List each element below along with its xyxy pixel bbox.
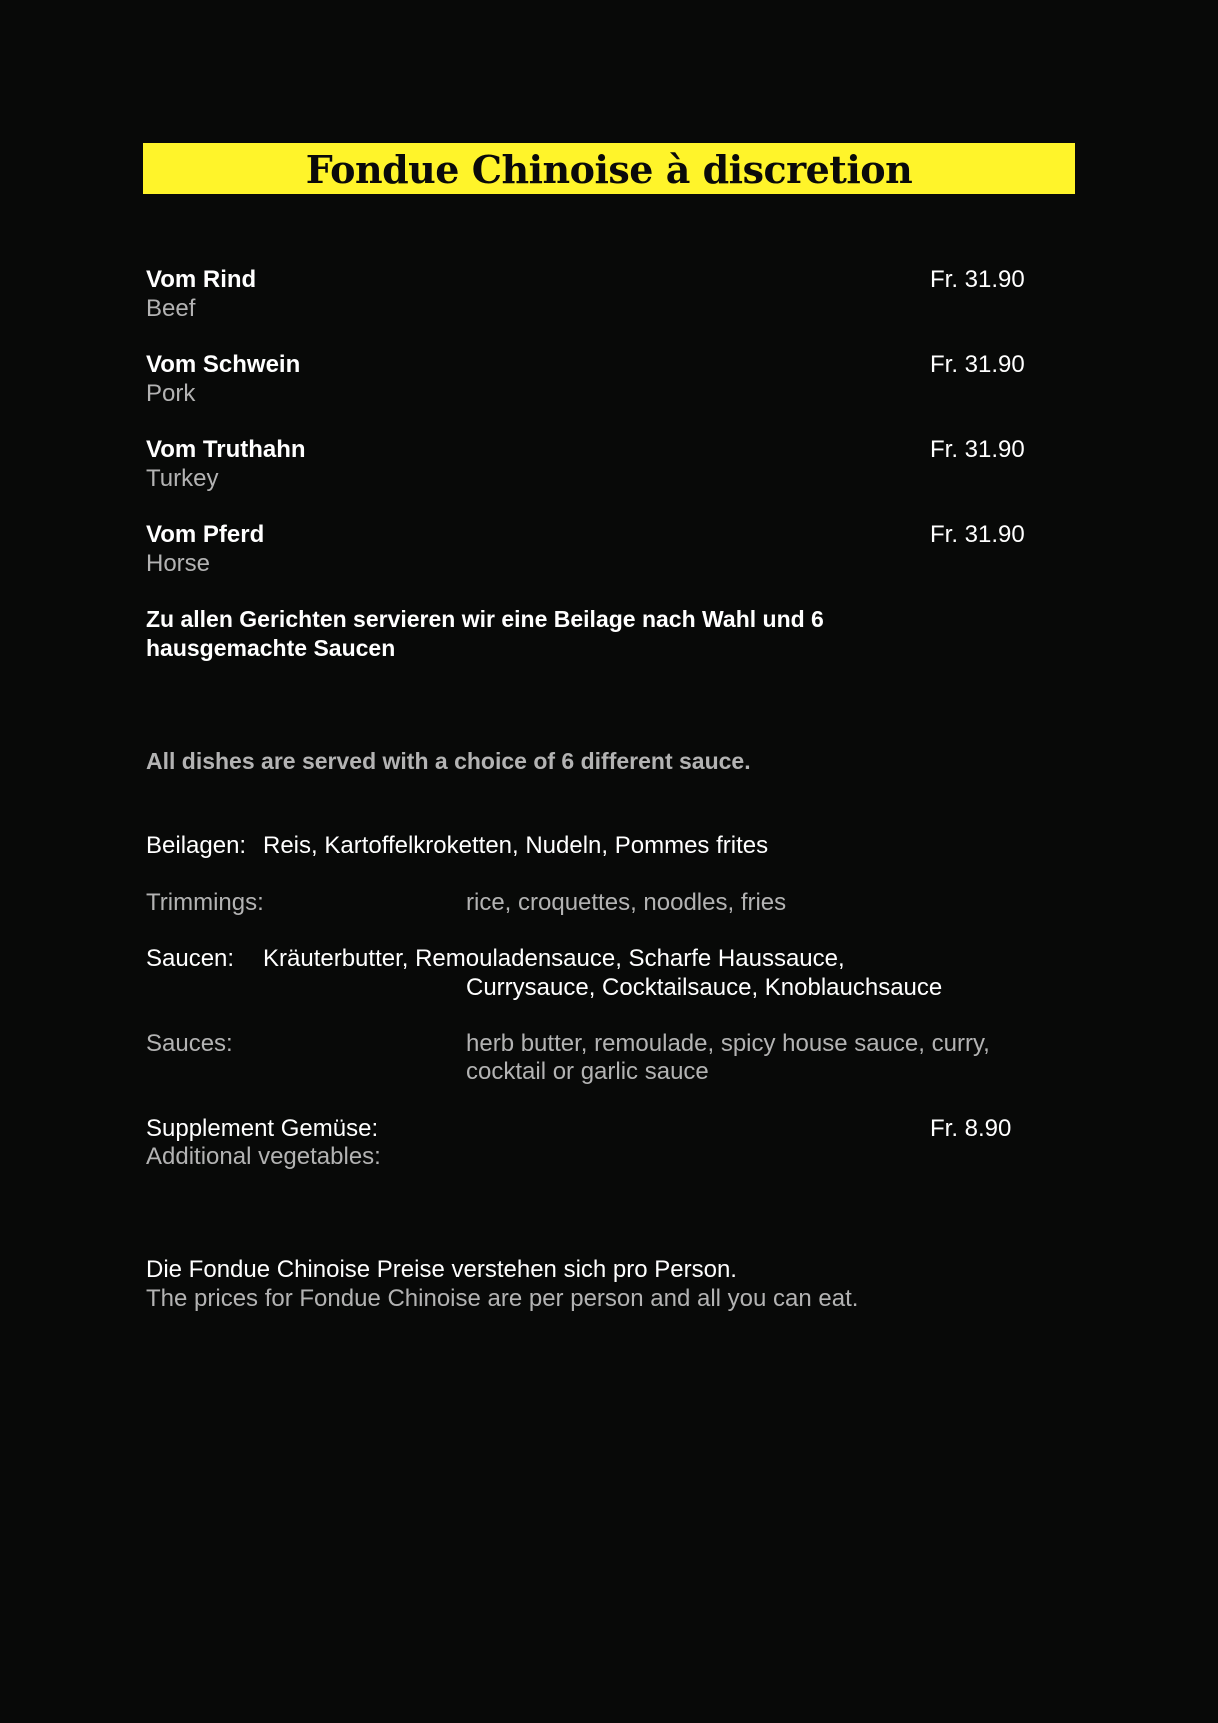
supplement-price: Fr. 8.90: [930, 1115, 1012, 1142]
footer-german: Die Fondue Chinoise Preise verstehen sich pro Person.: [146, 1256, 737, 1283]
sauces-label: Sauces:: [146, 1030, 233, 1057]
item-name-pork: Vom Schwein: [146, 351, 301, 378]
saucen-line1: Kräuterbutter, Remouladensauce, Scharfe Haussauce,: [263, 945, 845, 972]
title-banner: [143, 143, 1075, 194]
page-title: Fondue Chinoise à discretion: [305, 147, 913, 192]
sauces-line1: herb butter, remoulade, spicy house sauce, curry,: [466, 1030, 990, 1057]
item-price-horse: Fr. 31.90: [930, 521, 1025, 548]
footer-english: The prices for Fondue Chinoise are per person and all you can eat.: [146, 1285, 859, 1312]
item-price-beef: Fr. 31.90: [930, 266, 1025, 293]
trimmings-value: rice, croquettes, noodles, fries: [466, 889, 787, 916]
note-german: Zu allen Gerichten servieren wir eine Beilage nach Wahl und 6 hausgemachte Saucen: [146, 606, 824, 661]
item-sub-beef: Beef: [146, 295, 196, 322]
item-sub-turkey: Turkey: [146, 465, 219, 492]
beilagen-label: Beilagen:: [146, 832, 247, 859]
saucen-label: Saucen:: [146, 945, 235, 972]
item-name-beef: Vom Rind: [146, 266, 257, 293]
beilagen-value: Reis, Kartoffelkroketten, Nudeln, Pommes frites: [263, 832, 769, 859]
item-sub-horse: Horse: [146, 550, 211, 577]
item-name-turkey: Vom Truthahn: [146, 436, 306, 463]
note-english: All dishes are served with a choice of 6 different sauce.: [146, 748, 751, 774]
sauces-line2: cocktail or garlic sauce: [466, 1058, 709, 1085]
item-price-pork: Fr. 31.90: [930, 351, 1025, 378]
trimmings-label: Trimmings:: [146, 889, 264, 916]
item-name-horse: Vom Pferd: [146, 521, 265, 548]
saucen-line2: Currysauce, Cocktailsauce, Knoblauchsauce: [466, 974, 943, 1001]
item-price-turkey: Fr. 31.90: [930, 436, 1025, 463]
item-sub-pork: Pork: [146, 380, 196, 407]
supplement-label-en: Additional vegetables:: [146, 1143, 381, 1170]
supplement-label: Supplement Gemüse:: [146, 1115, 379, 1142]
